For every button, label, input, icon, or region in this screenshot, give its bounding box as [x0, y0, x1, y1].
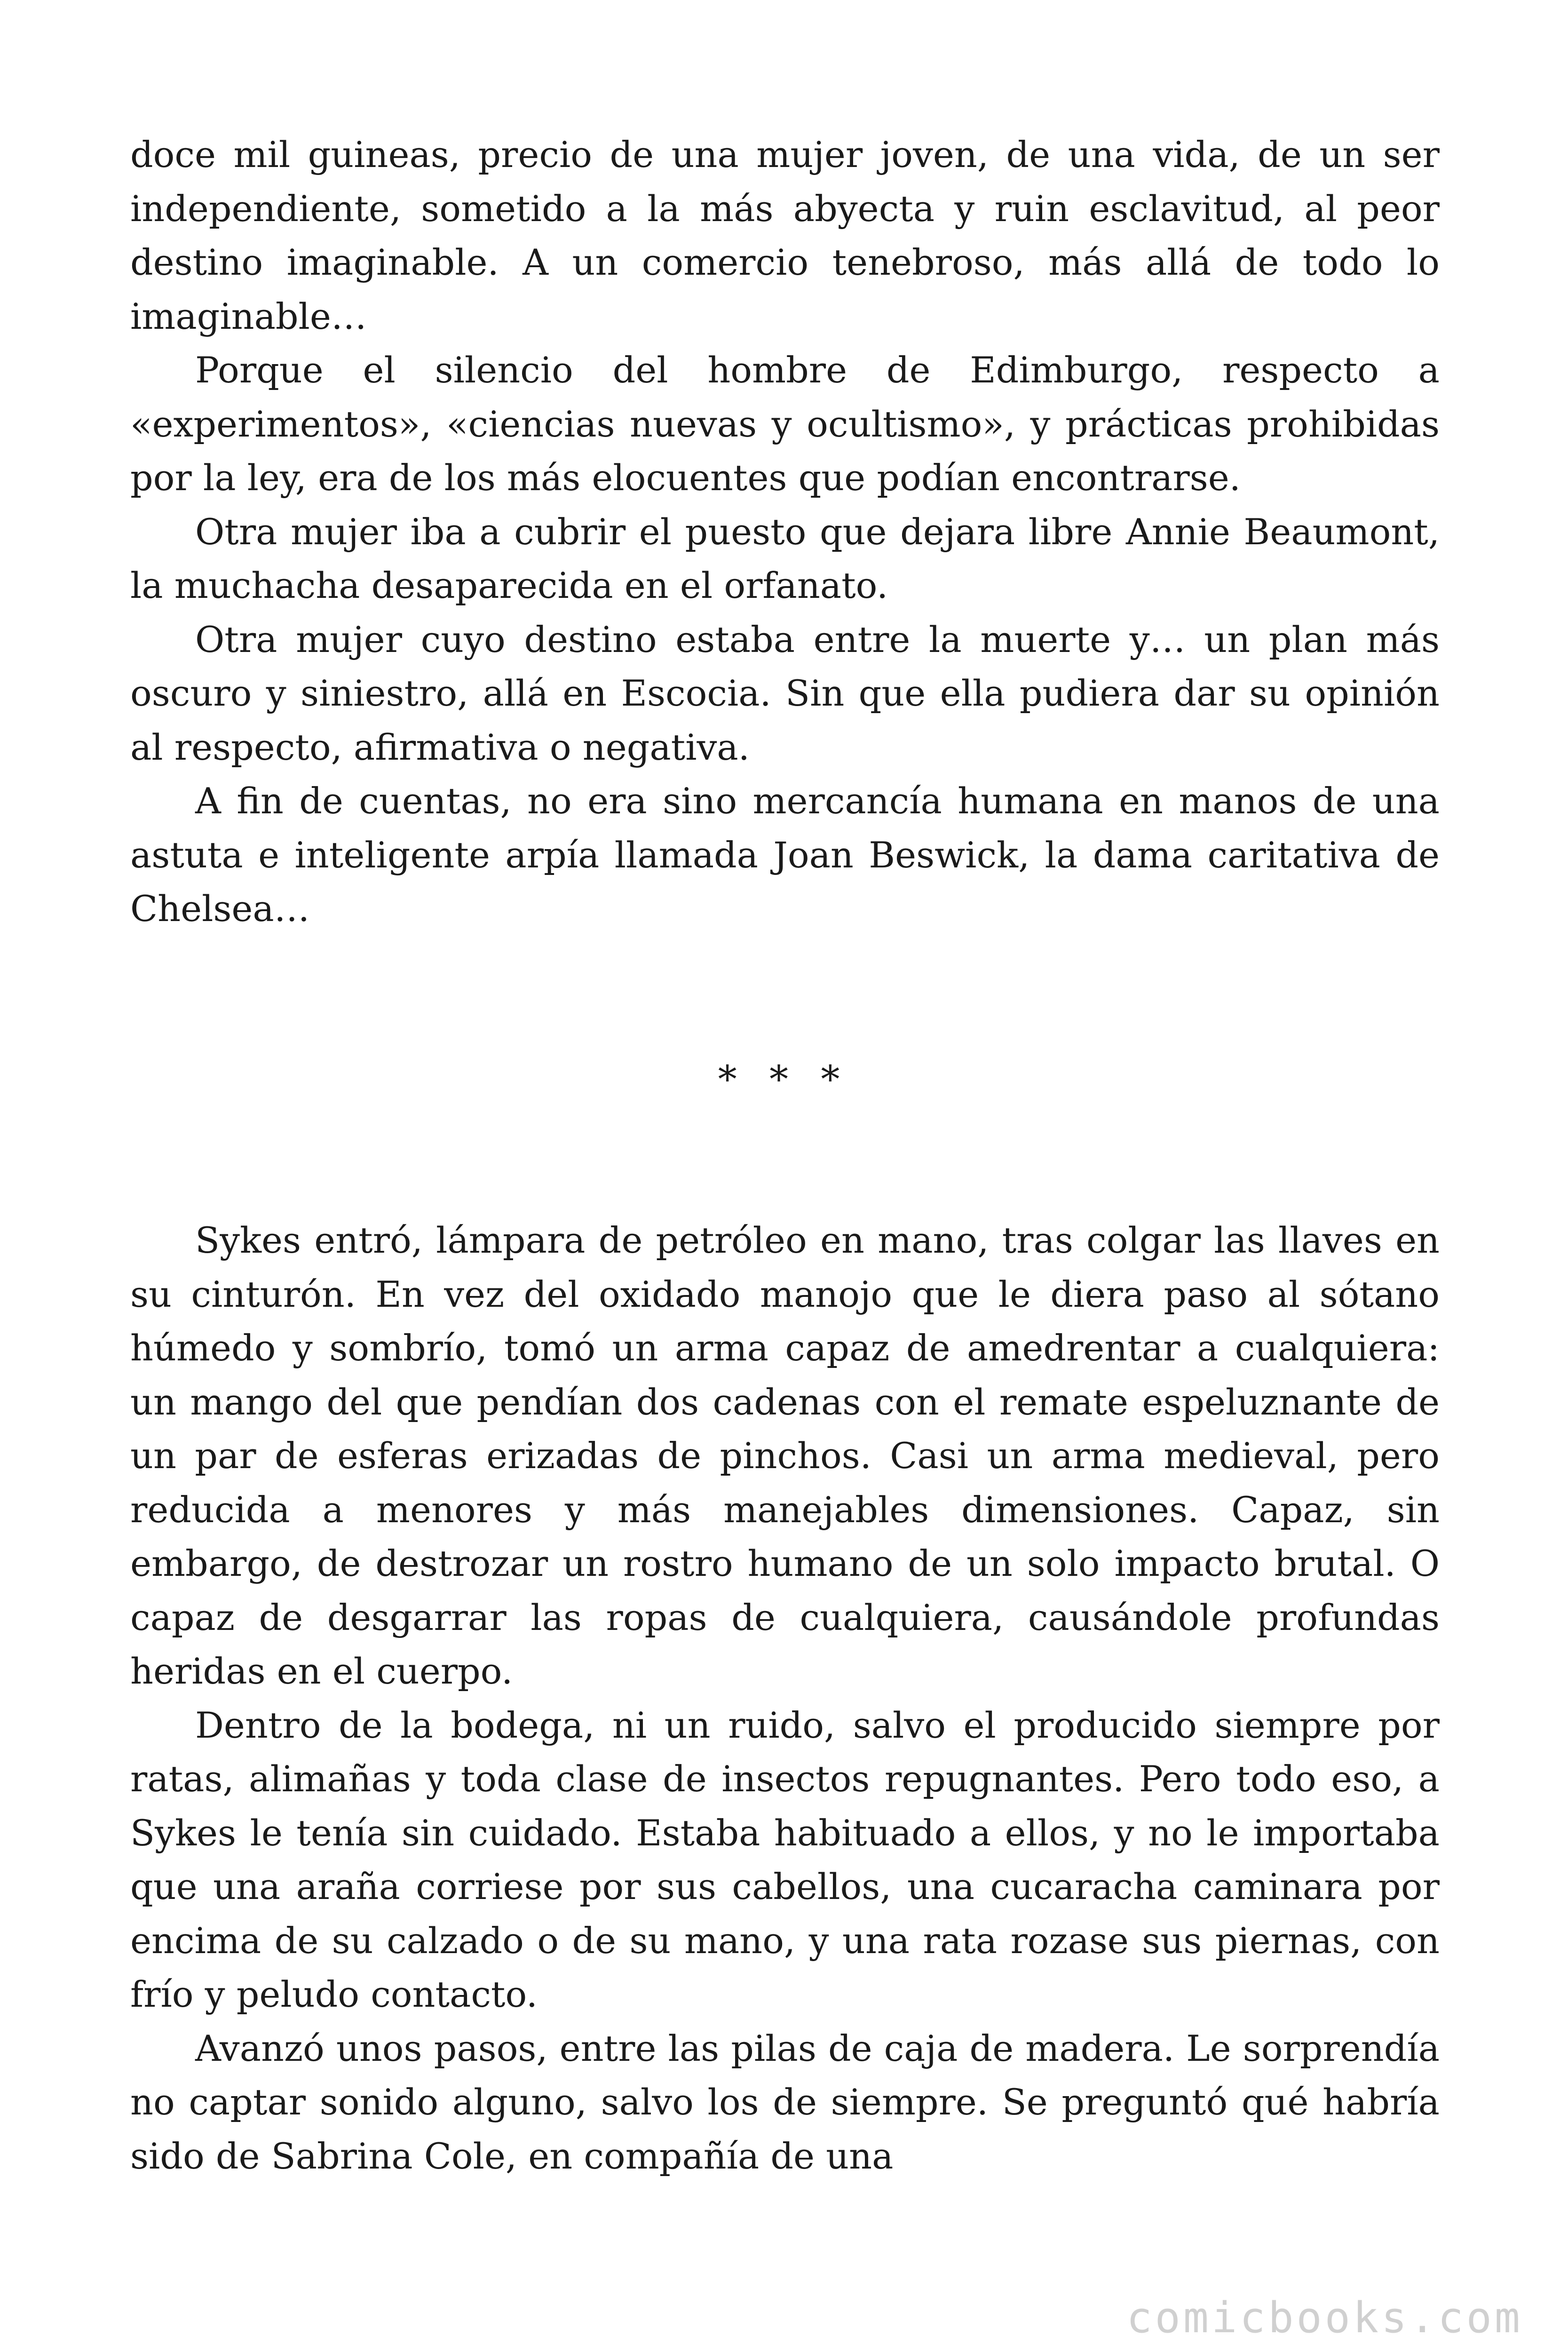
paragraph: Dentro de la bodega, ni un ruido, salvo el producido siempre por ratas, alimañas y toda clase de insectos repugnantes. Pero todo eso, a Sykes le tenía sin cuidado. Estaba habituado a ellos, y no le importaba que una araña corriese por sus cabellos, una cucaracha caminara por encima de su calzado o de su mano, y una rata rozase sus piernas, con frío y peludo contacto.: [130, 1704, 1440, 2015]
paragraph: Otra mujer iba a cubrir el puesto que dejara libre Annie Beaumont, la muchacha desaparecida en el orfanato.: [130, 510, 1440, 606]
scene-break-separator: * * *: [718, 1057, 850, 1101]
paragraph: Avanzó unos pasos, entre las pilas de caja de madera. Le sorprendía no captar sonido alguno, salvo los de siempre. Se preguntó qué habría sido de Sabrina Cole, en compañía de una: [130, 2027, 1440, 2177]
paragraph-continued: doce mil guineas, precio de una mujer joven, de una vida, de un ser independiente, sometido a la más abyecta y ruin esclavitud, al peor destino imaginable. A un comercio tenebroso, más allá de todo lo imaginable…: [130, 134, 1440, 337]
text-section-one: [130, 128, 1440, 936]
paragraph: Porque el silencio del hombre de Edimburgo, respecto a «experimentos», «ciencias nuevas y ocultismo», y prácticas prohibidas por la ley, era de los más elocuentes que podían encontrarse.: [130, 349, 1440, 499]
paragraph: Sykes entró, lámpara de petróleo en mano, tras colgar las llaves en su cinturón. En vez del oxidado manojo que le diera paso al sótano húmedo y sombrío, tomó un arma capaz de amedrentar a cualquiera: un mango del que pendían dos cadenas con el remate espeluznante de un par de esferas erizadas de pinchos. Casi un arma medieval, pero reducida a menores y más manejables dimensiones. Capaz, sin embargo, de destrozar un rostro humano de un solo impacto brutal. O capaz de desgarrar las ropas de cualquiera, causándole profundas heridas en el cuerpo.: [130, 1219, 1440, 1692]
watermark-text: comicbooks.com: [1126, 2293, 1523, 2343]
text-section-two: [130, 1214, 1440, 2183]
paragraph: A fin de cuentas, no era sino mercancía humana en manos de una astuta e inteligente arpía llamada Joan Beswick, la dama caritativa de Chelsea…: [130, 780, 1440, 930]
paragraph: Otra mujer cuyo destino estaba entre la muerte y… un plan más oscuro y siniestro, allá en Escocia. Sin que ella pudiera dar su opinión al respecto, afirmativa o negativa.: [130, 618, 1440, 768]
